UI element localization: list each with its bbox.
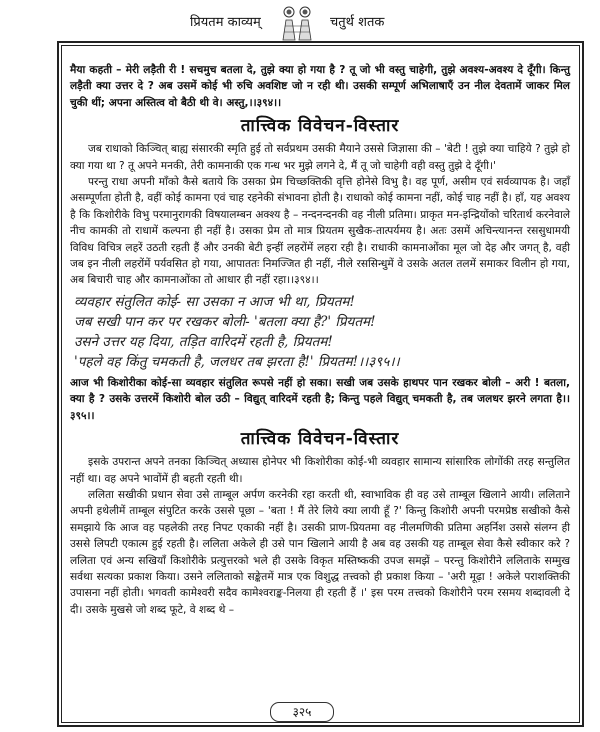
book-title: प्रियतम काव्यम् bbox=[190, 15, 261, 30]
section-heading: तात्त्विक विवेचन-विस्तार bbox=[240, 429, 400, 450]
section-title: चतुर्थ शतक bbox=[330, 15, 385, 30]
verse-line: 'पहले वह किंतु चमकती है, जलधर तब झरता है!' प्रियतम!।।३९५।। bbox=[74, 353, 400, 370]
verse-prose-394: मैया कहती – मेरी लड़ैती री ! सचमुच बतला दे, तुझे क्या हो गया है ? तू जो भी वस्तु चाहेगी, तुझे अवश्य-अवश्य दे दूँगी। किन्तु लड़ैती क्या उत्तर दे ? अब उसमें कोई भी रुचि अवशिष्ट जो न रही थी। उसकी सम्पूर्ण अभिलाषाएँ उन नील देवतामें जाकर मिल चुकी थीं; अपना अस्तित्व वो बैठी थी वे। अस्तु,।।३९४।। bbox=[70, 64, 570, 109]
verse-line: जब सखी पान कर पर रखकर बोली- 'बतला क्या है?' प्रियतम! bbox=[74, 313, 376, 330]
commentary-paragraph: परन्तु राधा अपनी माँको कैसे बताये कि उसका प्रेम चिच्छक्तिकी वृत्ति होनेसे विभु है। वह पूर्ण, असीम एवं सर्वव्यापक है। जहाँ असम्पूर्णता होती है, वहीं कोई कामना एवं चाह रहनेकी संभावना होती है। राधाको कोई कामना नहीं, कोई चाह नहीं है। हाँ, यह अवश्य है कि किशोरीके विभु परमानुरागकी विषयालम्बन अक्श्य है – नन्दनन्दनकी वह नीली प्रतिमा। प्राकृत मन-इन्द्रियोंको चरितार्थ करनेवाले नीच कामकी तो राधामें कल्पना ही नहीं है। उसका प्रेम तो मात्र प्रियतम सुखैक-तात्पर्यमय है। अतः उसमें अचिन्त्यानन्त रससुधामयी विविध विचित्र लहरें उठती रहती हैं और उनकी बेटी इन्हीं लहरोंमें लहरा रही है। राधाकी कामनाओंका मूल जो देह और जगत् है, वही जब इन नीली लहरोंमें पर्यवसित हो गया, आपाततः निमज्जित ही नहीं, नीले रससिन्धुमें वे उसके अतल तलमें समाकर विलीन हो गया, अब बिचारी चाह और कामनाओंका तो आधार ही नहीं रहा।।३९४।। bbox=[70, 176, 570, 287]
page-number: ३२५ bbox=[270, 702, 334, 722]
page-header bbox=[0, 4, 600, 42]
commentary-paragraph: इसके उपरान्त अपने तनका किञ्चित् अध्यास होनेपर भी किशोरीका कोई-भी व्यवहार सामान्य सांसारिक लोगोंकी तरह सन्तुलित नहीं था। वह अपने भावोंमें ही बहती रहती थी। bbox=[70, 456, 570, 485]
verse-prose-395: आज भी किशोरीका कोई-सा व्यवहार संतुलित रूपसे नहीं हो सका। सखी जब उसके हाथपर पान रखकर बोली – अरी ! बतला, क्या है ? उसके उत्तरमें किशोरी बोल उठी – विद्युत् वारिदमें रहती है; किन्तु पहले विद्युत् चमकती है, तब जलधर झरने लगता है।।३९५।। bbox=[70, 376, 570, 422]
commentary-paragraph: जब राधाको किञ्चित् बाह्य संसारकी स्मृति हुई तो सर्वप्रथम उसकी मैयाने उससे जिज्ञासा की – 'बेटी ! तुझे क्या चाहिये ? तुझे हो क्या गया था ? तू अपने मनकी, तेरी कामनाकी एक गन्ध भर मुझे लगने दे, मैं तू जो चाहेगी वही वस्तु तुझे दे दूँगी।' bbox=[70, 143, 570, 172]
page-content bbox=[70, 62, 570, 618]
verse-line: व्यवहार संतुलित कोई- सा उसका न आज भी था, प्रियतम! bbox=[74, 293, 355, 310]
page-footer bbox=[0, 702, 600, 724]
section-heading: तात्त्विक विवेचन-विस्तार bbox=[240, 116, 400, 137]
commentary-paragraph: ललिता सखीकी प्रधान सेवा उसे ताम्बूल अर्पण करनेकी रहा करती थी, स्वाभाविक ही वह उसे ताम्बूल खिलाने आयी। ललिताने अपनी हथेलीमें ताम्बूल संपुटित करके उससे पूछा – 'बता ! मैं तेरे लिये क्या लायी हूँ ?' किन्तु किशोरी अपनी परमप्रेष्ठ सखीको कैसे समझाये कि आज वह पहलेकी तरह निपट एकाकी नहीं है। उसकी प्राण-प्रियतमा वह नीलमणिकी प्रतिमा अहर्निश उससे संलग्न ही उससे लिपटी एकात्म हुई रहती है। ललिता अकेले ही उसे पान खिलाने आयी है अब वह उसकी यह ताम्बूल सेवा कैसे स्वीकार करे ? ललिता एवं अन्य सखियाँ किशोरीके प्रत्युत्तरको भले ही उसके विकृत मस्तिष्ककी उपज समझें – परन्तु किशोरीने ललिताके सम्मुख सर्वथा सत्यका प्रकाश किया। उसने ललिताको सङ्केतमें मात्र एक विशुद्ध तत्त्वको ही प्रकाश किया – 'अरी मूढ़ा ! अकेले पराशक्तिकी उपासना नहीं होती। भगवती कामेश्वरी सदैव कामेश्वराङ्क-निलया ही रहती हैं ।' इस परम तत्त्वको किशोरीने परम रसमय शब्दावली दे दी। उसके मुखसे जो शब्द फूटे, वे शब्द थे – bbox=[70, 488, 570, 616]
divine-couple-icon bbox=[273, 4, 321, 42]
verse-line: उसने उत्तर यह दिया, तड़ित वारिदमें रहती है, प्रियतम! bbox=[74, 333, 333, 350]
handwritten-verse bbox=[70, 292, 570, 372]
